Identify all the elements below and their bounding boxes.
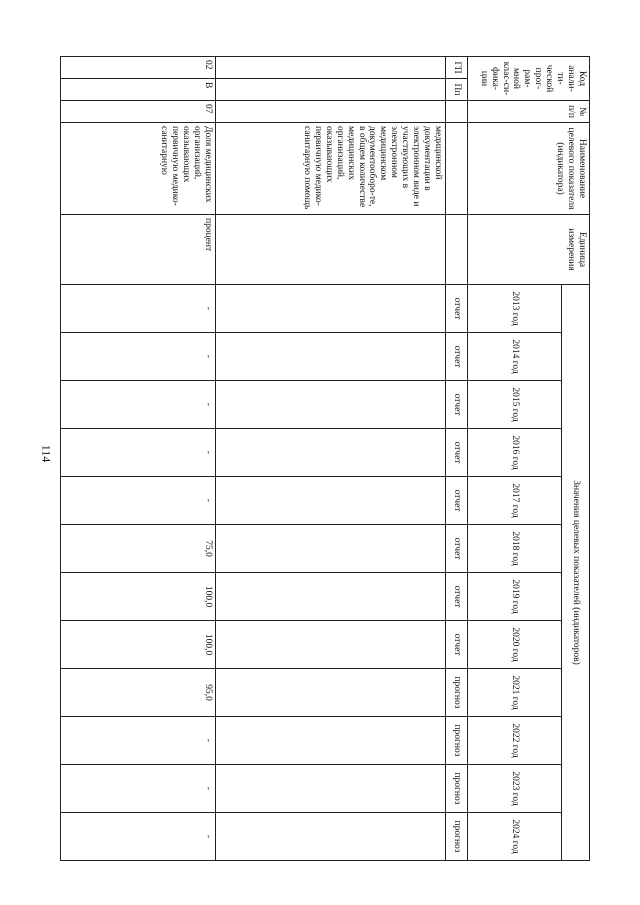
status-label: прогноз: [446, 717, 468, 765]
rotated-table-area: [60, 56, 590, 856]
year-header: 2024 год: [468, 813, 562, 861]
value-cell: [216, 669, 446, 717]
status-label: прогноз: [446, 669, 468, 717]
year-header: 2016 год: [468, 429, 562, 477]
value-cell: -: [61, 813, 216, 861]
gp-cell: 02: [61, 57, 216, 79]
value-cell: 75,0: [61, 525, 216, 573]
gp-cell: [216, 57, 446, 79]
table-row: [216, 57, 446, 861]
value-cell: [216, 765, 446, 813]
status-label: отчет: [446, 429, 468, 477]
page-number: 114: [39, 444, 54, 463]
status-label: отчет: [446, 333, 468, 381]
code-header: Код анали-ти-ческой прог-рам-мной клас-си-фика-ции: [468, 57, 590, 101]
value-cell: 100,0: [61, 573, 216, 621]
year-header: 2015 год: [468, 381, 562, 429]
pp-cell: [216, 79, 446, 101]
value-cell: -: [61, 429, 216, 477]
year-header: 2013 год: [468, 285, 562, 333]
value-cell: -: [61, 477, 216, 525]
value-cell: -: [61, 285, 216, 333]
pp-label: Пп: [446, 79, 468, 101]
status-label: отчет: [446, 477, 468, 525]
values-header: Значения целевых показателей (индикаторов): [562, 285, 590, 861]
number-header: № п/п: [468, 101, 590, 123]
value-cell: -: [61, 717, 216, 765]
value-cell: 95,0: [61, 669, 216, 717]
value-cell: -: [61, 765, 216, 813]
value-cell: [216, 429, 446, 477]
value-cell: [216, 525, 446, 573]
value-cell: [216, 477, 446, 525]
indicator-name-header: Наименование целевого показателя (индикатора): [468, 123, 590, 215]
status-label: прогноз: [446, 765, 468, 813]
status-label: отчет: [446, 573, 468, 621]
year-header: 2020 год: [468, 621, 562, 669]
value-cell: [216, 717, 446, 765]
unit-cell: [216, 215, 446, 285]
number-cell: 07: [61, 101, 216, 123]
value-cell: 100,0: [61, 621, 216, 669]
unit-cell: процент: [61, 215, 216, 285]
indicator-name-cell: Доля медицинских организаций, оказывающих первичную медико-санитарную: [61, 123, 216, 215]
value-cell: [216, 621, 446, 669]
status-label: отчет: [446, 285, 468, 333]
year-header: 2017 год: [468, 477, 562, 525]
value-cell: -: [61, 381, 216, 429]
status-label: прогноз: [446, 813, 468, 861]
year-header: 2018 год: [468, 525, 562, 573]
table-row: [61, 57, 216, 861]
year-header: 2014 год: [468, 333, 562, 381]
status-label: отчет: [446, 525, 468, 573]
year-header: 2022 год: [468, 717, 562, 765]
status-label: отчет: [446, 381, 468, 429]
year-header: 2019 год: [468, 573, 562, 621]
status-label: отчет: [446, 621, 468, 669]
indicators-table: [60, 56, 590, 861]
value-cell: [216, 381, 446, 429]
unit-header: Единица измерения: [468, 215, 590, 285]
gp-label: ГП: [446, 57, 468, 79]
pp-cell: В: [61, 79, 216, 101]
value-cell: -: [61, 333, 216, 381]
year-header: 2023 год: [468, 765, 562, 813]
value-cell: [216, 285, 446, 333]
value-cell: [216, 333, 446, 381]
value-cell: [216, 573, 446, 621]
indicator-name-cell: медицинской документации в электронном виде и участвующих в электронном медицинском документооборо-те, в общем количестве медицинских организаций, оказывающих первичную медико-санитарную помощь: [216, 123, 446, 215]
value-cell: [216, 813, 446, 861]
year-header: 2021 год: [468, 669, 562, 717]
number-cell: [216, 101, 446, 123]
